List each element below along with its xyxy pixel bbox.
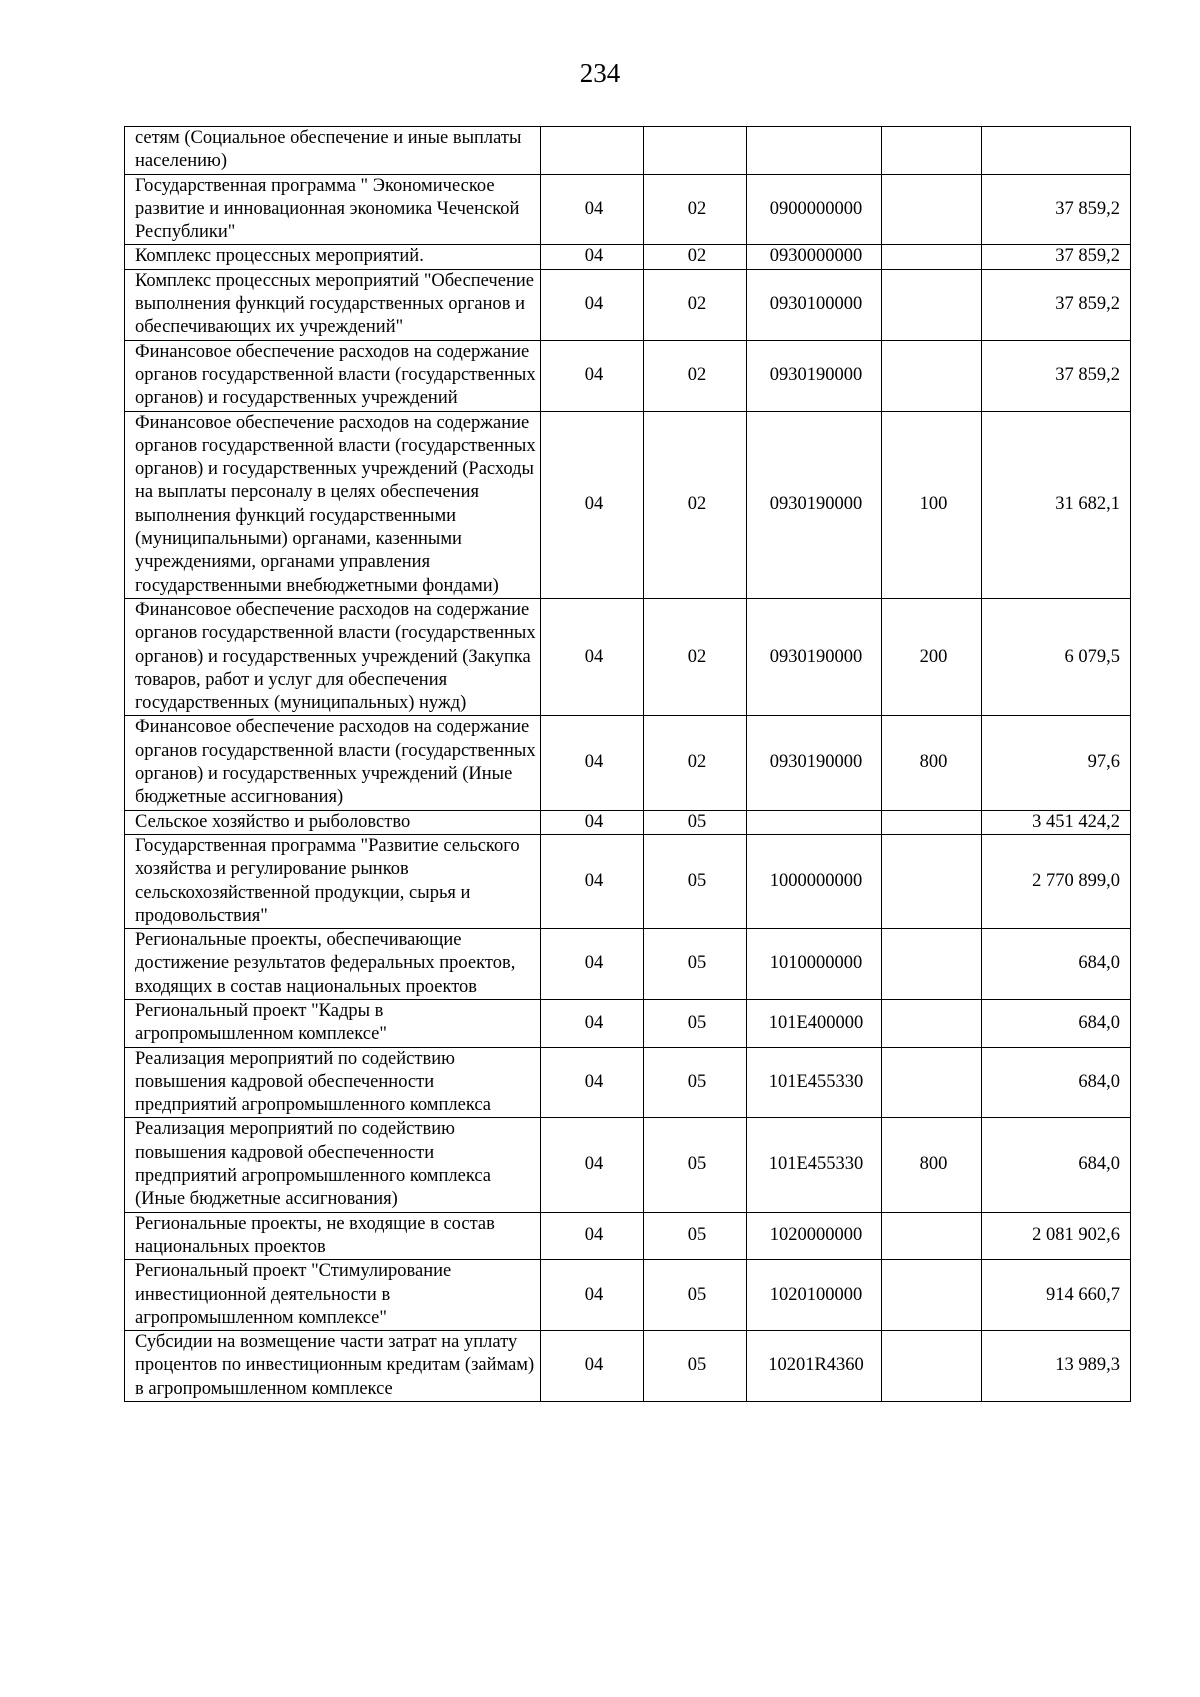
expense-name-cell: Финансовое обеспечение расходов на содержание органов государственной власти (государственных органов) и государственных учреждений (Закупка товаров, работ и услуг для обеспечения государственных (муниципальных) нужд) [125,598,541,715]
budget-table-body [125,127,1131,1402]
subsection-code-cell: 05 [644,1212,747,1260]
section-code-cell: 04 [541,411,644,598]
expense-type-cell [882,269,982,340]
amount-cell: 2 081 902,6 [982,1212,1131,1260]
target-article-cell: 0930100000 [747,269,882,340]
amount-cell: 684,0 [982,1118,1131,1212]
expense-type-cell [882,1047,982,1118]
subsection-code-cell: 02 [644,245,747,269]
subsection-code-cell: 05 [644,810,747,834]
table-row [125,174,1131,245]
table-row [125,598,1131,715]
expense-name-cell: Финансовое обеспечение расходов на содержание органов государственной власти (государственных органов) и государственных учреждений (Расходы на выплаты персоналу в целях обеспечения выполнения функций государственными (муниципальными) органами, казенными учреждениями, органами управления государственными внебюджетными фондами) [125,411,541,598]
amount-cell: 97,6 [982,716,1131,810]
expense-name-cell: Комплекс процессных мероприятий. [125,245,541,269]
table-row [125,1047,1131,1118]
expense-type-cell: 800 [882,716,982,810]
target-article-cell [747,127,882,175]
target-article-cell: 10201R4360 [747,1331,882,1402]
section-code-cell: 04 [541,269,644,340]
expense-type-cell: 200 [882,598,982,715]
section-code-cell: 04 [541,1047,644,1118]
subsection-code-cell: 02 [644,716,747,810]
expense-name-cell: Субсидии на возмещение части затрат на уплату процентов по инвестиционным кредитам (займам) в агропромышленном комплексе [125,1331,541,1402]
expense-type-cell: 100 [882,411,982,598]
expense-name-cell: Сельское хозяйство и рыболовство [125,810,541,834]
subsection-code-cell: 02 [644,174,747,245]
section-code-cell: 04 [541,999,644,1047]
expense-type-cell [882,340,982,411]
target-article-cell: 1020000000 [747,1212,882,1260]
section-code-cell: 04 [541,834,644,928]
expense-name-cell: Региональные проекты, не входящие в состав национальных проектов [125,1212,541,1260]
amount-cell [982,127,1131,175]
target-article-cell: 1020100000 [747,1260,882,1331]
amount-cell: 37 859,2 [982,340,1131,411]
expense-type-cell [882,1331,982,1402]
table-row [125,245,1131,269]
section-code-cell: 04 [541,929,644,1000]
subsection-code-cell: 05 [644,1260,747,1331]
table-row [125,716,1131,810]
amount-cell: 37 859,2 [982,269,1131,340]
target-article-cell: 0930000000 [747,245,882,269]
subsection-code-cell: 05 [644,1047,747,1118]
amount-cell: 914 660,7 [982,1260,1131,1331]
expense-name-cell: Региональный проект "Кадры в агропромышленном комплексе" [125,999,541,1047]
target-article-cell: 0930190000 [747,340,882,411]
table-row [125,1118,1131,1212]
target-article-cell: 0930190000 [747,598,882,715]
expense-name-cell: Финансовое обеспечение расходов на содержание органов государственной власти (государственных органов) и государственных учреждений (Иные бюджетные ассигнования) [125,716,541,810]
expense-type-cell [882,1212,982,1260]
expense-type-cell [882,810,982,834]
amount-cell: 6 079,5 [982,598,1131,715]
subsection-code-cell: 05 [644,1118,747,1212]
page-number: 234 [579,58,621,88]
table-row [125,810,1131,834]
section-code-cell: 04 [541,1331,644,1402]
table-row [125,999,1131,1047]
expense-type-cell [882,174,982,245]
section-code-cell: 04 [541,340,644,411]
expense-type-cell [882,999,982,1047]
amount-cell: 684,0 [982,999,1131,1047]
target-article-cell: 0930190000 [747,716,882,810]
section-code-cell: 04 [541,1260,644,1331]
target-article-cell: 101E400000 [747,999,882,1047]
target-article-cell: 101E455330 [747,1118,882,1212]
expense-type-cell [882,245,982,269]
expense-name-cell: Реализация мероприятий по содействию повышения кадровой обеспеченности предприятий агропромышленного комплекса [125,1047,541,1118]
table-row [125,411,1131,598]
budget-table [124,126,1131,1402]
table-row [125,1260,1131,1331]
expense-type-cell [882,1260,982,1331]
subsection-code-cell: 02 [644,598,747,715]
target-article-cell: 0900000000 [747,174,882,245]
expense-type-cell [882,127,982,175]
table-row [125,340,1131,411]
section-code-cell: 04 [541,174,644,245]
amount-cell: 684,0 [982,929,1131,1000]
table-row [125,1212,1131,1260]
section-code-cell: 04 [541,245,644,269]
table-row [125,1331,1131,1402]
subsection-code-cell: 05 [644,1331,747,1402]
amount-cell: 37 859,2 [982,245,1131,269]
expense-name-cell: Комплекс процессных мероприятий "Обеспечение выполнения функций государственных органов и обеспечивающих их учреждений" [125,269,541,340]
section-code-cell: 04 [541,1212,644,1260]
amount-cell: 3 451 424,2 [982,810,1131,834]
subsection-code-cell: 02 [644,340,747,411]
target-article-cell: 101E455330 [747,1047,882,1118]
amount-cell: 2 770 899,0 [982,834,1131,928]
amount-cell: 37 859,2 [982,174,1131,245]
section-code-cell: 04 [541,1118,644,1212]
expense-name-cell: Реализация мероприятий по содействию повышения кадровой обеспеченности предприятий агропромышленного комплекса (Иные бюджетные ассигнования) [125,1118,541,1212]
amount-cell: 684,0 [982,1047,1131,1118]
subsection-code-cell: 02 [644,411,747,598]
subsection-code-cell: 02 [644,269,747,340]
expense-name-cell: Региональный проект "Стимулирование инвестиционной деятельности в агропромышленном комплексе" [125,1260,541,1331]
expense-name-cell: Финансовое обеспечение расходов на содержание органов государственной власти (государственных органов) и государственных учреждений [125,340,541,411]
expense-name-cell: Региональные проекты, обеспечивающие достижение результатов федеральных проектов, входящих в состав национальных проектов [125,929,541,1000]
expense-type-cell [882,834,982,928]
expense-name-cell: Государственная программа " Экономическое развитие и инновационная экономика Чеченской Республики" [125,174,541,245]
table-row [125,127,1131,175]
table-row [125,834,1131,928]
section-code-cell [541,127,644,175]
section-code-cell: 04 [541,716,644,810]
target-article-cell [747,810,882,834]
subsection-code-cell: 05 [644,999,747,1047]
subsection-code-cell [644,127,747,175]
amount-cell: 31 682,1 [982,411,1131,598]
expense-name-cell: сетям (Социальное обеспечение и иные выплаты населению) [125,127,541,175]
amount-cell: 13 989,3 [982,1331,1131,1402]
expense-type-cell: 800 [882,1118,982,1212]
target-article-cell: 1000000000 [747,834,882,928]
expense-name-cell: Государственная программа "Развитие сельского хозяйства и регулирование рынков сельскохозяйственной продукции, сырья и продовольствия" [125,834,541,928]
subsection-code-cell: 05 [644,929,747,1000]
target-article-cell: 1010000000 [747,929,882,1000]
table-row [125,269,1131,340]
subsection-code-cell: 05 [644,834,747,928]
expense-type-cell [882,929,982,1000]
target-article-cell: 0930190000 [747,411,882,598]
section-code-cell: 04 [541,810,644,834]
section-code-cell: 04 [541,598,644,715]
table-row [125,929,1131,1000]
